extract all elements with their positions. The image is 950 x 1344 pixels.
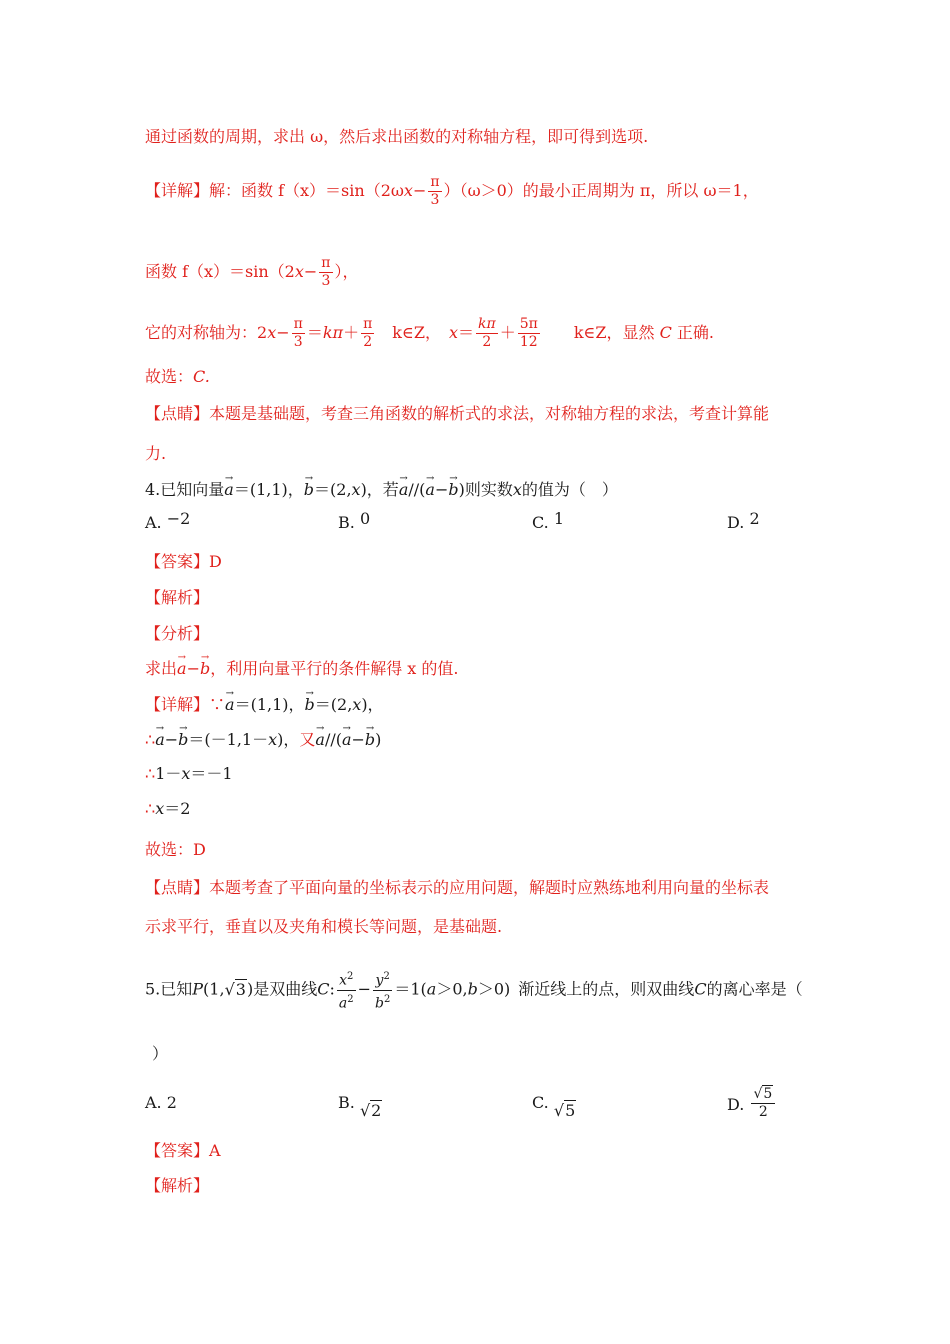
q3-axis-x2: x	[448, 323, 458, 342]
q4-d4: ＝2	[164, 799, 191, 818]
q4-stem-a-val: ＝(1,1)，	[233, 480, 304, 499]
q4-d1-vec-b: → b	[305, 694, 315, 716]
q5-stem-close-text: ）	[152, 1044, 169, 1063]
q5-answer	[145, 1140, 221, 1162]
q5-cond-end: ＞0)	[477, 979, 511, 999]
q5-stem-1: 5.已知	[145, 979, 193, 999]
q4-comment-2: 示求平行，垂直以及夹角和模长等问题，是基础题.	[145, 917, 503, 936]
q4-analysis-minus: −	[186, 659, 200, 678]
q5-option-b-sqrt: √2	[359, 1101, 382, 1120]
q5-stem-2: 是双曲线	[253, 979, 318, 999]
q3-axis-kz: k∈Z，	[392, 323, 441, 342]
q4-vec-a: → a	[224, 479, 234, 501]
q4-comment-1: 本题考查了平面向量的坐标表示的应用问题，解题时应熟练地利用向量的坐标表	[209, 878, 770, 897]
q5-option-c-letter: C.	[532, 1093, 549, 1112]
q3-axis-pi3	[292, 316, 305, 351]
q5-b2-sup: 2	[383, 993, 391, 1005]
q3-func-minus: −	[303, 262, 318, 281]
q4-option-c-value: 1	[553, 509, 565, 528]
q5-option-a-value: 2	[166, 1093, 177, 1112]
q3-axis-pi2-den: 2	[363, 334, 373, 350]
q3-func-num: π	[321, 255, 331, 271]
q5-y2-sup: 2	[383, 971, 390, 982]
q4-detail-4	[145, 798, 190, 820]
q4-d2-vec-a2: → a	[315, 729, 325, 751]
q5-minus: −	[357, 979, 371, 999]
q4-d3: 1－	[155, 764, 182, 783]
q3-analysis-text: 通过函数的周期，求出 ω，然后求出函数的对称轴方程，即可得到选项.	[145, 127, 649, 146]
q3-axis-pi2	[361, 316, 374, 351]
q3-axis-plus2: ＋	[499, 323, 516, 342]
q4-therefore-3: ∴	[145, 799, 156, 818]
q4-option-b	[338, 509, 371, 534]
q3-axis-pi3-num: π	[293, 316, 303, 332]
q3-minus: −	[412, 181, 427, 200]
q3-axis-pi2-num: π	[363, 316, 373, 332]
q4-d1-a: ＝(1,1)，	[234, 695, 305, 714]
q3-func-pi-over-3	[319, 255, 332, 290]
q4-jiexi-text: 【解析】	[145, 588, 210, 607]
q3-func-tail: ），	[334, 262, 359, 281]
q3-pi-over-3	[428, 174, 441, 209]
q4-detail-2	[145, 729, 381, 751]
q3-axis-minus: −	[276, 323, 290, 342]
q5-option-b-value: 2	[371, 1101, 382, 1120]
q5-cond-b: b	[467, 979, 478, 999]
q4-comment-line1	[145, 877, 769, 899]
q5-a2-sup: 2	[347, 993, 354, 1005]
q3-detail-intro: 解：函数	[209, 181, 279, 200]
q3-axis-kpi2	[476, 316, 498, 351]
q3-axis-x: x	[267, 323, 277, 342]
q3-axis-pi3-den: 3	[293, 334, 303, 350]
q4-d2-minus2: −	[351, 730, 365, 749]
q3-func-x: x	[294, 262, 304, 281]
q4-stem-vec-b2: → b	[448, 479, 458, 501]
q3-frac-den: 3	[430, 192, 440, 208]
q4-d3-x: x	[181, 764, 191, 783]
q5-point-coords: (1,	[203, 979, 225, 999]
q4-option-d-letter: D.	[727, 513, 745, 532]
q3-func-body: f（x）＝sin（2	[182, 262, 295, 281]
q4-d2-close: )	[375, 730, 382, 749]
q4-answer-text: 【答案】D	[145, 552, 222, 571]
q5-sqrt3-rad: 3	[235, 979, 246, 999]
q3-axis-eq: ＝	[306, 323, 323, 342]
q5-stem-close	[152, 1043, 168, 1065]
q5-frac-x2a2	[337, 968, 356, 1012]
q4-analysis	[145, 658, 459, 680]
q4-stem-1: 4.已知向量	[145, 480, 225, 499]
q4-d2-also: 又	[299, 730, 316, 749]
q4-option-a	[145, 509, 191, 534]
q4-detail-1	[145, 694, 384, 716]
q3-comment-2: 力.	[145, 444, 167, 463]
q4-option-a-value: −2	[166, 509, 191, 528]
q3-func-prefix: 函数	[145, 262, 183, 281]
q3-axis-line	[145, 316, 714, 351]
q4-fenxi-text: 【分析】	[145, 624, 210, 643]
q4-stem-minus: −	[434, 480, 449, 499]
q4-d2-minus: −	[164, 730, 179, 749]
q4-stem-parallel: //(	[408, 480, 426, 499]
q3-comment-line1	[145, 403, 769, 425]
q4-option-c-letter: C.	[532, 513, 549, 532]
q4-comment-line2	[145, 916, 502, 938]
q4-stem-vec-a3: → a	[425, 479, 435, 501]
q4-option-d	[727, 509, 760, 534]
q5-option-c	[532, 1092, 576, 1120]
q5-stem-3: 渐近线上的点，则双曲线	[518, 979, 695, 999]
q4-fenxi	[145, 623, 209, 645]
q5-point-close: )	[246, 979, 254, 999]
q4-d2-eq: ＝(－1,1－	[188, 730, 269, 749]
q3-axis-tail: 正确.	[671, 323, 714, 342]
q4-analysis-post: ，利用向量平行的条件解得 x 的值.	[210, 659, 459, 678]
q5-stem-4: 的离心率是（	[706, 979, 803, 999]
q5-jiexi-text: 【解析】	[145, 1176, 210, 1195]
q5-option-d-frac: $\frac{√5}{2}$	[751, 1086, 775, 1121]
q3-func-den: 3	[321, 273, 331, 289]
q5-option-b-letter: B.	[338, 1093, 355, 1112]
q5-option-b	[338, 1092, 382, 1120]
q5-curve-2: C	[694, 979, 707, 999]
q5-a2: a	[338, 995, 348, 1012]
q3-comment-tag: 【点睛】	[145, 404, 210, 423]
q5-y2: y	[375, 972, 384, 989]
q4-stem-x: x	[351, 480, 361, 499]
q5-option-a-letter: A.	[145, 1093, 162, 1112]
q4-stem-vec-a2: → a	[399, 479, 409, 501]
q3-axis-plus: ＋	[343, 323, 360, 342]
q3-axis-12-den: 12	[519, 334, 538, 350]
q4-analysis-vec-b: → b	[200, 658, 210, 680]
q4-d3-end: ＝－1	[190, 764, 233, 783]
q4-because: ∵	[209, 695, 226, 714]
q3-axis-eq2: ＝	[457, 323, 474, 342]
q4-stem-after: )则实数	[458, 480, 513, 499]
q5-option-d-letter: D.	[727, 1095, 745, 1114]
q4-option-d-value: 2	[749, 509, 760, 528]
q4-analysis-pre: 求出	[145, 659, 178, 678]
q4-jiexi	[145, 587, 209, 609]
q4-therefore-1: ∴	[145, 730, 156, 749]
q3-axis-kpi2-num: kπ	[478, 316, 496, 332]
q3-detail-tail: ）（ω＞0）的最小正周期为 π，所以 ω＝1，	[443, 181, 759, 200]
q4-d2-x: x	[268, 730, 278, 749]
q3-analysis-line	[145, 126, 648, 148]
q4-d1-end: )，	[361, 695, 384, 714]
q4-d1-vec-a: → a	[225, 694, 235, 716]
q4-d2-vec-a: → a	[155, 729, 165, 751]
q5-option-a	[145, 1092, 177, 1114]
q4-stem-b-val: ＝(2,	[314, 480, 352, 499]
q3-func-line	[145, 255, 359, 290]
q3-axis-5pi12	[518, 316, 540, 351]
q5-option-c-value: 5	[565, 1101, 576, 1120]
q3-choose-c: C.	[193, 367, 210, 386]
q4-d2-vec-b: → b	[178, 729, 188, 751]
q4-option-c	[532, 509, 565, 534]
q4-vec-b: → b	[304, 479, 314, 501]
q4-d1-b: ＝(2,	[314, 695, 353, 714]
q4-answer	[145, 551, 222, 573]
q3-frac-num: π	[430, 174, 440, 190]
q4-therefore-2: ∴	[145, 764, 156, 783]
q5-stem	[145, 968, 803, 1012]
q3-axis-tail-k: k∈Z，显然	[573, 323, 660, 342]
q5-option-d-den: 2	[758, 1104, 768, 1120]
q5-b2: b	[375, 995, 384, 1012]
q3-choose: 故选：	[145, 367, 194, 386]
q5-frac-y2b2	[373, 968, 392, 1012]
q3-comment-line2	[145, 443, 166, 465]
q4-comment-tag: 【点睛】	[145, 878, 210, 897]
q3-axis-prefix: 它的对称轴为：2	[145, 323, 268, 342]
q3-fx: f（x）＝sin（2ω	[278, 181, 404, 200]
q4-choose-text: 故选：D	[145, 840, 206, 859]
q4-option-b-value: 0	[359, 509, 371, 528]
q5-x2-sup: 2	[346, 971, 354, 982]
q3-axis-kpi: kπ	[322, 323, 344, 342]
q5-jiexi	[145, 1175, 209, 1197]
q4-stem-x2: x	[512, 480, 522, 499]
q5-answer-text: 【答案】A	[145, 1141, 221, 1160]
q4-d2-end: )，	[277, 730, 300, 749]
q4-choose	[145, 839, 206, 861]
q5-cond-a: a	[426, 979, 437, 999]
q5-cond-mid: ＞0,	[436, 979, 468, 999]
q4-d4-x: x	[155, 799, 165, 818]
q5-x2: x	[339, 972, 347, 989]
q3-comment-1: 本题是基础题，考查三角函数的解析式的求法，对称轴方程的求法，考查计算能	[209, 404, 770, 423]
q4-stem-close: )，若	[360, 480, 399, 499]
q3-axis-c: C	[659, 323, 672, 342]
q5-sqrt3: √3	[224, 979, 246, 999]
q4-detail-tag: 【详解】	[145, 695, 210, 714]
q5-point: P	[192, 979, 204, 999]
q5-cond: ＝1(	[394, 979, 427, 999]
q4-d1-x: x	[352, 695, 362, 714]
q3-detail-tag: 【详解】	[145, 181, 210, 200]
q5-option-c-sqrt: √5	[553, 1101, 576, 1120]
q3-axis-kpi2-den: 2	[482, 334, 492, 350]
q5-curve: C	[317, 979, 330, 999]
q4-detail-3	[145, 763, 233, 785]
q4-d2-vec-a3: → a	[342, 729, 352, 751]
q4-option-b-letter: B.	[338, 513, 355, 532]
q4-d2-vec-b2: → b	[365, 729, 375, 751]
q3-choose-line	[145, 366, 210, 388]
q3-x: x	[403, 181, 413, 200]
q3-axis-5pi-num: 5π	[519, 316, 538, 332]
q4-analysis-vec-a: → a	[177, 658, 187, 680]
q5-option-d-num: 5	[763, 1086, 773, 1102]
q4-d2-par: //(	[324, 730, 342, 749]
q4-stem-end: 的值为（ ）	[521, 480, 618, 499]
q5-colon: :	[329, 979, 335, 999]
q3-detail-line	[145, 174, 759, 209]
q4-stem	[145, 479, 618, 501]
q5-option-d	[727, 1086, 777, 1121]
q4-option-a-letter: A.	[145, 513, 162, 532]
